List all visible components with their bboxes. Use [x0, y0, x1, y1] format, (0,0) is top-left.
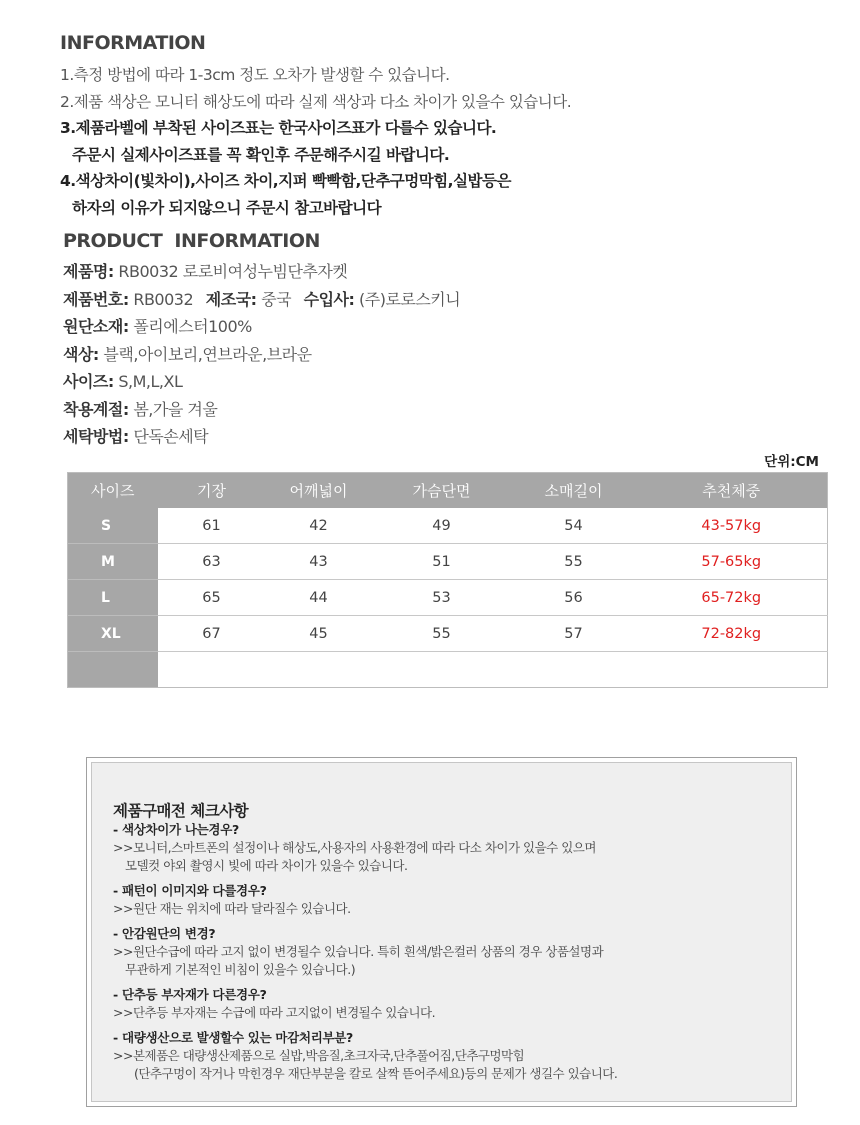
origin-key: 제조국: [205, 289, 257, 309]
weight-cell: 65-72kg [636, 580, 828, 616]
empty-cell [636, 652, 828, 688]
fabric-value: 폴리에스터100% [133, 317, 252, 336]
size-value: S,M,L,XL [118, 372, 183, 391]
checklist-line: >>단추등 부자재는 수급에 따라 고지없이 변경될수 있습니다. [113, 1005, 436, 1020]
table-row [68, 616, 828, 652]
checklist-item-pattern [113, 882, 773, 918]
product-name-key: 제품명: [63, 262, 114, 281]
product-code-row [63, 286, 460, 314]
header-size: 사이즈 [68, 473, 158, 509]
checklist-line: 무관하게 기본적인 비침이 있을수 있습니다.) [125, 962, 356, 977]
table-row [68, 544, 828, 580]
checklist-heading: - 색상차이가 나는경우? [113, 822, 239, 837]
checklist-item-finishing [113, 1029, 773, 1083]
sleeve-cell: 54 [512, 508, 636, 544]
info-line-5: 4.색상차이(빛차이),사이즈 차이,지퍼 빡빡함,단추구멍막힘,실밥등은 [60, 172, 511, 190]
product-code-value: RB0032 [133, 289, 194, 309]
checklist-heading: - 대량생산으로 발생할수 있는 마감처리부분? [113, 1030, 353, 1045]
fabric-key: 원단소재: [63, 317, 129, 336]
size-cell: M [68, 544, 158, 580]
sleeve-cell: 55 [512, 544, 636, 580]
size-cell-empty [68, 652, 158, 688]
info-line-1: 1.측정 방법에 따라 1-3cm 정도 오차가 발생할 수 있습니다. [60, 66, 450, 84]
shoulder-cell: 44 [266, 580, 372, 616]
checklist-item-buttons [113, 986, 773, 1022]
purchase-checklist-inner [91, 762, 792, 1102]
chest-cell: 53 [372, 580, 512, 616]
color-row [63, 341, 460, 369]
season-key: 착용계절: [63, 399, 129, 419]
checklist-heading: - 안감원단의 변경? [113, 926, 216, 941]
info-line-6: 하자의 이유가 되지않으니 주문시 참고바랍니다 [72, 198, 382, 217]
season-row [63, 396, 460, 424]
weight-cell: 57-65kg [636, 544, 828, 580]
empty-cell [158, 652, 266, 688]
purchase-checklist-box [86, 757, 797, 1107]
color-value: 블랙,아이보리,연브라운,브라운 [103, 344, 312, 364]
size-cell: S [68, 508, 158, 544]
table-row [68, 508, 828, 544]
header-length: 기장 [158, 473, 266, 509]
weight-cell: 72-82kg [636, 616, 828, 652]
table-row [68, 580, 828, 616]
information-title: INFORMATION [60, 32, 206, 54]
size-table-header-row [68, 473, 828, 509]
checklist-line: >>원단수급에 따라 고지 없이 변경될수 있습니다. 특히 흰색/밝은컬러 상품의 경우 상품설명과 [113, 944, 604, 959]
header-shoulder: 어깨넓이 [266, 473, 372, 509]
wash-value: 단독손세탁 [133, 427, 209, 446]
product-name-row [63, 258, 460, 286]
info-line-4: 주문시 실제사이즈표를 꼭 확인후 주문해주시길 바랍니다. [72, 145, 450, 164]
checklist-body [113, 821, 773, 1090]
fabric-row [63, 313, 460, 341]
checklist-line: (단추구멍이 작거나 막힌경우 재단부분을 칼로 살짝 뜯어주세요)등의 문제가 생길수 있습니다. [134, 1066, 618, 1081]
size-chart-table [67, 472, 828, 688]
size-row [63, 368, 460, 396]
information-list [60, 62, 840, 221]
product-information-title: PRODUCT INFORMATION [63, 230, 320, 252]
product-name-value: RB0032 로로비여성누빔단추자켓 [118, 262, 348, 281]
checklist-line: >>원단 재는 위치에 따라 달라질수 있습니다. [113, 901, 351, 916]
size-cell: XL [68, 616, 158, 652]
checklist-line: >>모니터,스마트폰의 설정이나 해상도,사용자의 사용환경에 따라 다소 차이가 있을수 있으며 [113, 840, 596, 855]
info-line-2: 2.제품 색상은 모니터 해상도에 따라 실제 색상과 다소 차이가 있을수 있습니다. [60, 92, 572, 111]
shoulder-cell: 45 [266, 616, 372, 652]
shoulder-cell: 42 [266, 508, 372, 544]
checklist-heading: - 단추등 부자재가 다른경우? [113, 987, 267, 1002]
importer-value: (주)로로스키니 [359, 289, 461, 309]
header-weight: 추천체중 [636, 473, 828, 509]
checklist-item-color [113, 821, 773, 875]
checklist-item-lining [113, 925, 773, 979]
header-sleeve: 소매길이 [512, 473, 636, 509]
length-cell: 61 [158, 508, 266, 544]
checklist-line: >>본제품은 대량생산제품으로 실밥,박음질,초크자국,단추풀어짐,단추구멍막힘 [113, 1048, 525, 1063]
size-unit-label: 단위:CM [764, 454, 819, 470]
shoulder-cell: 43 [266, 544, 372, 580]
header-chest: 가슴단면 [372, 473, 512, 509]
length-cell: 63 [158, 544, 266, 580]
chest-cell: 49 [372, 508, 512, 544]
size-cell: L [68, 580, 158, 616]
weight-cell: 43-57kg [636, 508, 828, 544]
product-code-key: 제품번호: [63, 289, 129, 309]
wash-row [63, 423, 460, 451]
info-line-3: 3.제품라벨에 부착된 사이즈표는 한국사이즈표가 다를수 있습니다. [60, 119, 497, 137]
empty-cell [266, 652, 372, 688]
sleeve-cell: 56 [512, 580, 636, 616]
length-cell: 67 [158, 616, 266, 652]
size-key: 사이즈: [63, 372, 114, 391]
empty-cell [512, 652, 636, 688]
product-information-list [63, 258, 460, 451]
empty-cell [372, 652, 512, 688]
checklist-title: 제품구매전 체크사항 [113, 802, 249, 820]
checklist-line: 모델컷 야외 촬영시 빛에 따라 차이가 있을수 있습니다. [125, 858, 408, 873]
table-row-empty [68, 652, 828, 688]
length-cell: 65 [158, 580, 266, 616]
wash-key: 세탁방법: [63, 427, 129, 446]
chest-cell: 55 [372, 616, 512, 652]
origin-value: 중국 [261, 289, 292, 309]
chest-cell: 51 [372, 544, 512, 580]
season-value: 봄,가을 겨울 [133, 399, 218, 419]
checklist-heading: - 패턴이 이미지와 다를경우? [113, 883, 267, 898]
color-key: 색상: [63, 344, 99, 364]
importer-key: 수입사: [303, 289, 355, 309]
sleeve-cell: 57 [512, 616, 636, 652]
